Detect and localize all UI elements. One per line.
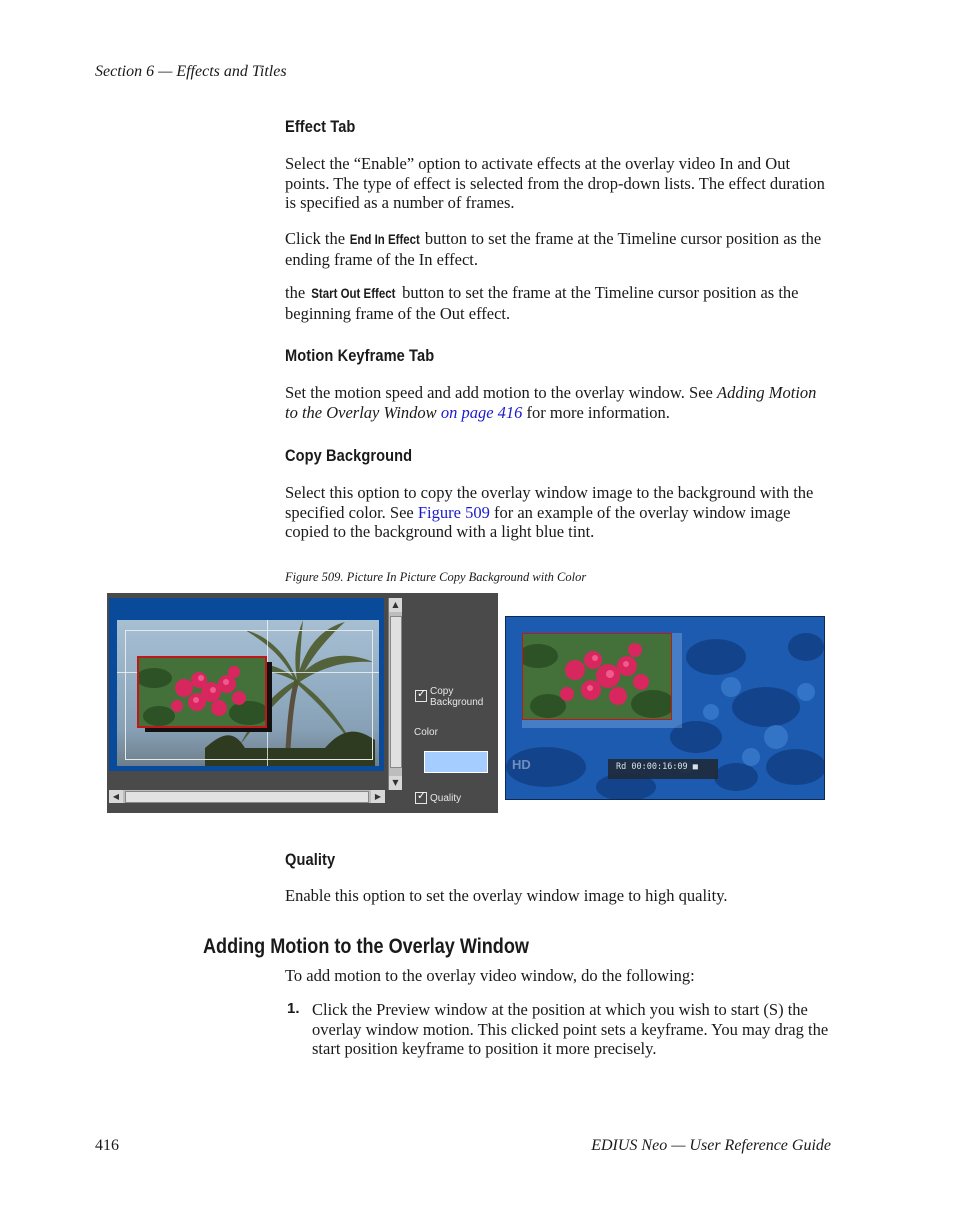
pip-settings-screenshot xyxy=(107,593,498,813)
step-text: Click the Preview window at the position at which you wish to start (S) the overlay window motion. This clicked point sets a keyframe. You may drag the start position keyframe to position it more precisely. xyxy=(312,1000,829,1059)
hd-logo: HD xyxy=(512,757,531,772)
timecode-prefix: Rd xyxy=(616,762,627,772)
text: button to set the frame at the Timeline cursor position as the beginning frame of the Out effect. xyxy=(285,283,799,323)
copy-label-line-2: Background xyxy=(430,697,484,708)
text: for more information. xyxy=(522,402,670,422)
motion-tab-paragraph xyxy=(285,383,833,422)
heading-motion-keyframe-tab: Motion Keyframe Tab xyxy=(285,346,435,365)
flower-image xyxy=(523,634,671,719)
copy-background-checkbox[interactable] xyxy=(415,687,427,702)
vertical-scrollbar[interactable] xyxy=(388,598,402,790)
quality-label: Quality xyxy=(430,793,462,804)
copy-background-label xyxy=(430,686,483,708)
figure-caption: Figure 509. Picture In Picture Copy Background with Color xyxy=(285,570,587,584)
guide-title: EDIUS Neo — User Reference Guide xyxy=(591,1137,831,1154)
checkmark-icon: ✓ xyxy=(417,789,427,802)
scroll-up-arrow-icon[interactable]: ▲ xyxy=(389,598,402,612)
adding-motion-intro: To add motion to the overlay video window, do the following: xyxy=(285,966,695,985)
page-link[interactable]: on page 416 xyxy=(440,402,523,422)
vertical-scroll-thumb[interactable] xyxy=(390,616,402,768)
copy-label-line-1: Copy xyxy=(430,686,454,697)
scroll-left-arrow-icon[interactable]: ◀ xyxy=(109,790,123,803)
text: Click the xyxy=(285,229,350,248)
heading-copy-background: Copy Background xyxy=(285,446,413,465)
timecode-overlay xyxy=(608,759,718,779)
heading-adding-motion: Adding Motion to the Overlay Window xyxy=(203,935,529,958)
timecode-text: Rd 00:00:16:09 ■ xyxy=(616,762,698,772)
italic-reference: Adding Motion to the Overlay Window xyxy=(285,383,817,422)
heading-effect-tab: Effect Tab xyxy=(285,117,356,136)
effect-tab-paragraph-1: Select the “Enable” option to activate effects at the overlay video In and Out points. The type of effect is selected from the drop-down lists. The effect duration is specified as a number of frames. xyxy=(285,154,825,213)
copy-background-paragraph xyxy=(285,483,833,542)
scroll-right-arrow-icon[interactable]: ▶ xyxy=(371,790,385,803)
color-swatch[interactable] xyxy=(424,751,488,773)
figure-link[interactable]: Figure 509 xyxy=(417,502,490,522)
preview-window[interactable] xyxy=(109,598,384,771)
effect-tab-paragraph-2 xyxy=(285,229,833,269)
text: the xyxy=(285,283,310,302)
quality-checkbox[interactable] xyxy=(415,789,427,804)
overlay-window[interactable] xyxy=(137,656,267,728)
scroll-down-arrow-icon[interactable]: ▼ xyxy=(389,776,402,790)
page-number: 416 xyxy=(95,1137,119,1154)
color-label: Color xyxy=(414,727,438,738)
output-preview-image xyxy=(505,616,825,800)
running-head: Section 6 — Effects and Titles xyxy=(95,63,287,80)
overlay-window xyxy=(522,633,672,720)
timecode-value: 00:00:16:09 xyxy=(631,762,688,772)
text: for an example of the overlay window image copied to the background with a light blue tint. xyxy=(285,502,791,542)
checkmark-icon: ✓ xyxy=(417,687,427,700)
step-number: 1. xyxy=(287,1000,300,1017)
text: Set the motion speed and add motion to the overlay window. See xyxy=(285,383,717,402)
quality-paragraph: Enable this option to set the overlay window image to high quality. xyxy=(285,886,728,905)
effect-tab-paragraph-3 xyxy=(285,283,833,323)
flower-image xyxy=(139,658,265,726)
heading-quality: Quality xyxy=(285,850,336,869)
background-video xyxy=(117,620,379,766)
ui-label-start-out-effect: Start Out Effect xyxy=(311,285,396,301)
horizontal-scrollbar[interactable] xyxy=(109,790,385,803)
text: Select this option to copy the overlay window image to the background with the specified color. See xyxy=(285,483,814,522)
horizontal-scroll-thumb[interactable] xyxy=(125,791,369,803)
ui-label-end-in-effect: End In Effect xyxy=(349,231,421,247)
text: button to set the frame at the Timeline cursor position as the ending frame of the In effect. xyxy=(285,229,822,269)
